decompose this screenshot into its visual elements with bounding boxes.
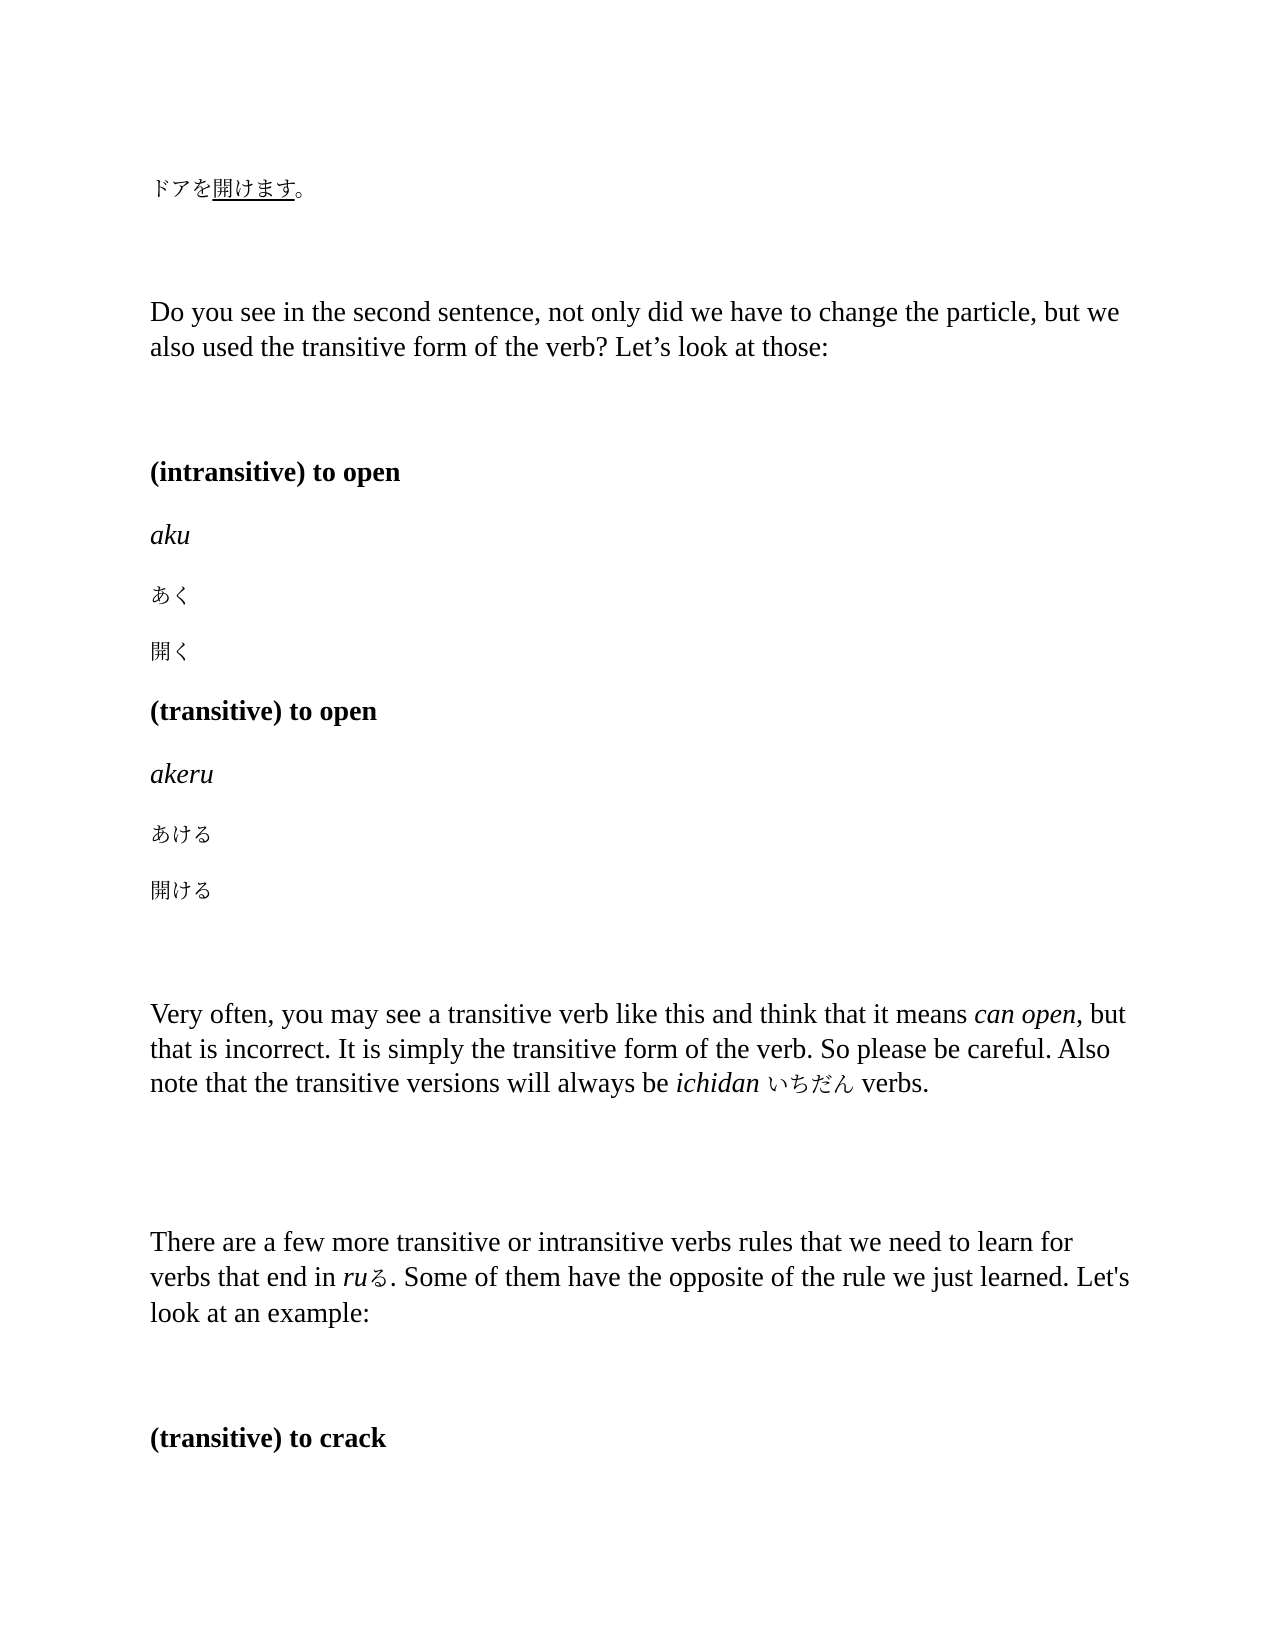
para2-italic-can-open: can open <box>974 999 1077 1030</box>
example-sentence-suffix: 。 <box>294 177 316 201</box>
para3-jp-ru: る <box>367 1266 390 1292</box>
entry-kanji-akeru: 開ける <box>150 879 213 903</box>
paragraph-can-open-warning <box>150 998 1130 1104</box>
paragraph-ru-verbs-rules <box>150 1226 1130 1332</box>
paragraph-transitive-intro: Do you see in the second sentence, not only did we have to change the particle, but we also used the transitive form of the verb? Let’s look at those: <box>150 297 1120 363</box>
entry-romaji-aku: aku <box>150 520 191 551</box>
entry-heading-transitive-crack: (transitive) to crack <box>150 1423 387 1454</box>
para2-text-3: verbs. <box>854 1068 930 1099</box>
para3-text-2: . Some of them have the opposite of the rule we just learned. Let's look at an example: <box>150 1261 1130 1329</box>
para2-italic-ichidan: ichidan <box>675 1068 760 1099</box>
para3-italic-ru: ru <box>342 1261 368 1293</box>
para2-jp-ichidan: いちだん <box>759 1073 855 1098</box>
para3-text-1: There are a few more transitive or intransitive verbs rules that we need to learn for verbs that end in <box>150 1227 1073 1293</box>
para2-text-1: Very often, you may see a transitive verb like this and think that it means <box>150 999 975 1030</box>
entry-heading-intransitive-open: (intransitive) to open <box>150 457 401 488</box>
entry-heading-transitive-open: (transitive) to open <box>150 696 378 727</box>
para2-text-2: , but that is incorrect. It is simply the transitive form of the verb. So please be careful. Also note that the transitive versions will always be <box>150 999 1126 1099</box>
example-sentence-prefix: ドアを <box>150 177 213 201</box>
example-sentence <box>150 175 316 203</box>
entry-kana-akeru: あける <box>150 823 213 847</box>
example-sentence-underlined-verb: 開けます <box>212 177 295 201</box>
entry-romaji-akeru: akeru <box>150 759 214 790</box>
entry-kana-aku: あく <box>150 584 192 608</box>
entry-kanji-aku: 開く <box>150 640 192 664</box>
